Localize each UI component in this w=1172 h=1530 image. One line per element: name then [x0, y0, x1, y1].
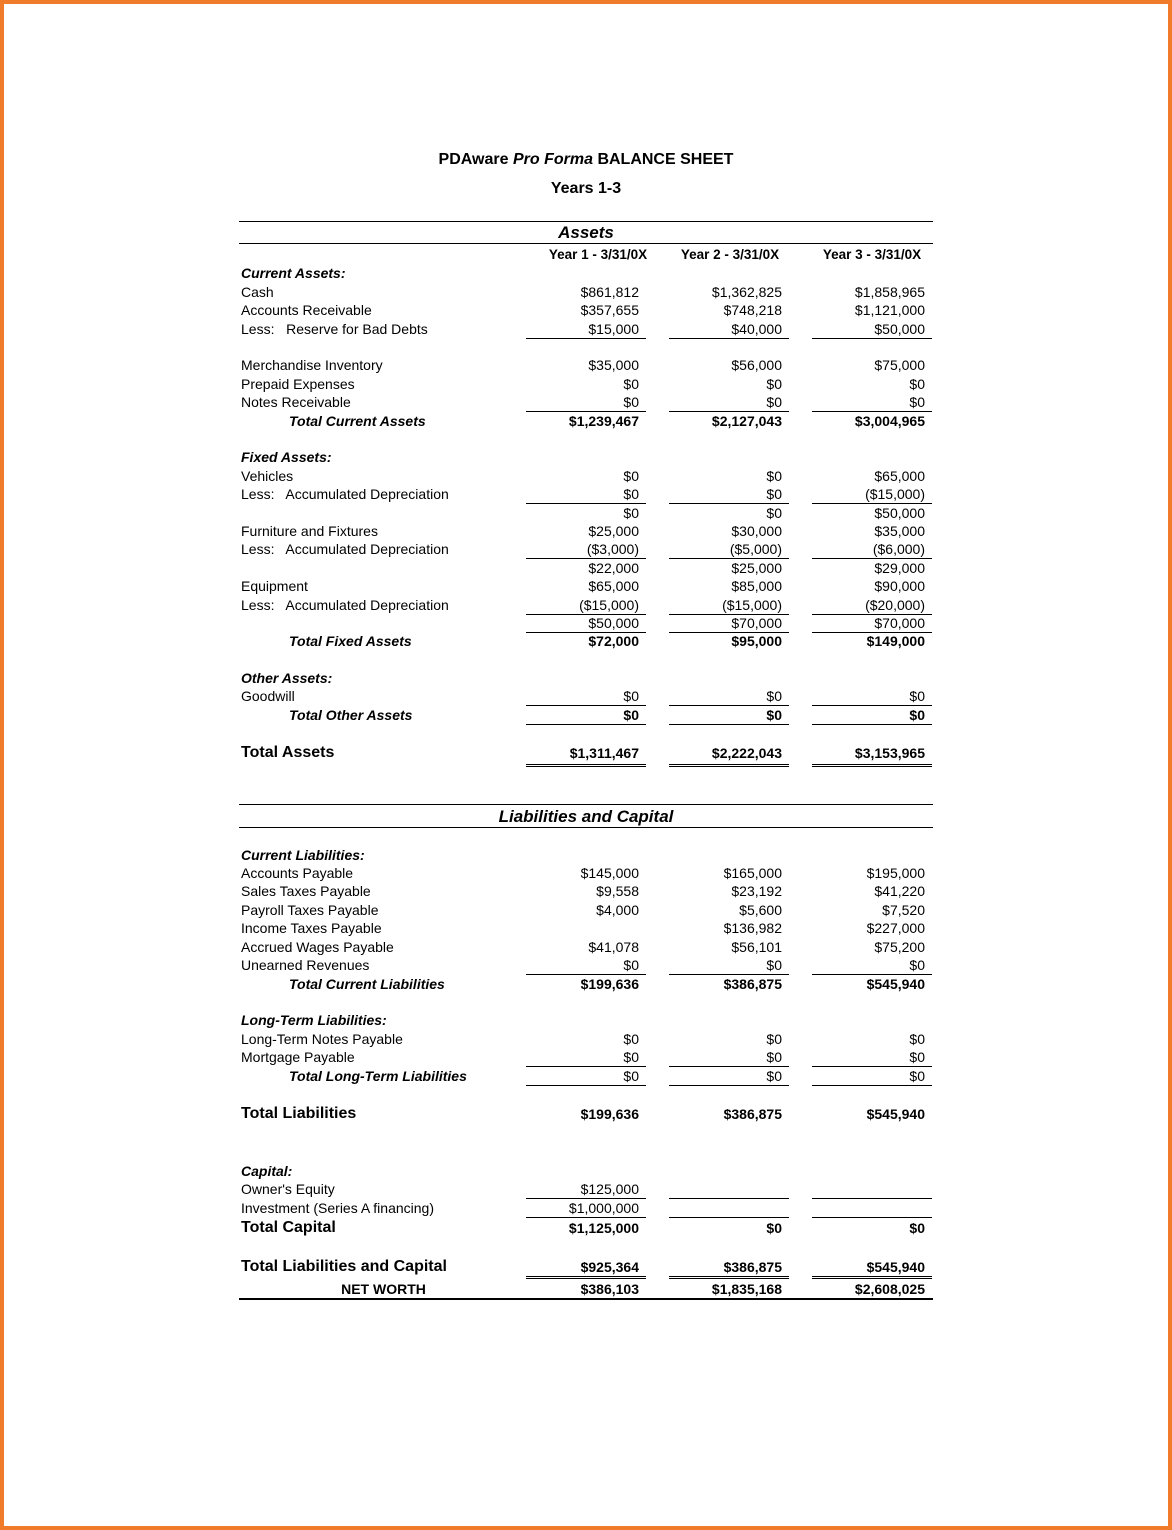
fixed-assets-heading: Fixed Assets: — [241, 449, 332, 465]
vehicles-net-row: $0 $0 $50,000 — [623, 505, 925, 521]
mortgage-row: Mortgage Payable $0 $0 $0 — [0, 1048, 1172, 1066]
total-fixed-assets-row: Total Fixed Assets $72,000 $95,000 $149,000 — [289, 633, 925, 649]
document-subtitle: Years 1-3 — [550, 180, 622, 197]
title-italic: Pro Forma — [512, 151, 593, 168]
investment-row: Investment (Series A financing) $1,000,000 — [0, 1199, 1172, 1217]
column-header-year2: Year 2 - 3/31/0X — [680, 247, 780, 262]
unearned-revenues-row: Unearned Revenues $0 $0 $0 — [0, 956, 1172, 974]
owners-equity-row: Owner's Equity $125,000 — [0, 1180, 1172, 1198]
equipment-net-row: $50,000 $70,000 $70,000 — [0, 614, 1172, 632]
prepaid-row: Prepaid Expenses $0 $0 $0 — [241, 376, 925, 392]
total-liabilities-capital-row: Total Liabilities and Capital $925,364 $386,875 $545,940 — [0, 1258, 1172, 1276]
notes-receivable-row: Notes Receivable $0 $0 $0 — [0, 393, 1172, 411]
title-suffix: BALANCE SHEET — [597, 151, 734, 168]
title-prefix: PDAware — [438, 151, 509, 168]
accounts-payable-row: Accounts Payable $145,000 $165,000 $195,000 — [241, 865, 925, 881]
total-assets-row: Total Assets $1,311,467 $2,222,043 $3,153,965 — [0, 744, 1172, 762]
total-current-liabilities-row: Total Current Liabilities $199,636 $386,875 $545,940 — [289, 976, 925, 992]
furniture-net-row: $22,000 $25,000 $29,000 — [588, 560, 925, 576]
inventory-row: Merchandise Inventory $35,000 $56,000 $75,000 — [241, 357, 925, 373]
assets-section-title: Assets — [558, 223, 614, 242]
total-liabilities-row: Total Liabilities $199,636 $386,875 $545,940 — [241, 1105, 925, 1122]
bad-debts-row: Less: Reserve for Bad Debts $15,000 $40,000 $50,000 — [0, 320, 1172, 338]
total-capital-row: Total Capital $1,125,000 $0 $0 — [241, 1219, 925, 1236]
liabilities-top-rule — [239, 804, 933, 805]
assets-bottom-rule — [239, 243, 933, 244]
goodwill-row: Goodwill $0 $0 $0 — [0, 687, 1172, 705]
accrued-wages-row: Accrued Wages Payable $41,078 $56,101 $75,200 — [241, 939, 925, 955]
equipment-row: Equipment $65,000 $85,000 $90,000 — [241, 578, 925, 594]
total-current-assets-row: Total Current Assets $1,239,467 $2,127,043 $3,004,965 — [289, 413, 925, 429]
total-other-assets-row: Total Other Assets $0 $0 $0 — [0, 706, 1172, 724]
total-long-term-liabilities-row: Total Long-Term Liabilities $0 $0 $0 — [0, 1067, 1172, 1085]
vehicles-row: Vehicles $0 $0 $65,000 — [241, 468, 925, 484]
cash-label: Cash — [241, 284, 274, 300]
net-worth-row: NET WORTH $386,103 $1,835,168 $2,608,025 — [341, 1281, 925, 1297]
long-term-notes-row: Long-Term Notes Payable $0 $0 $0 — [241, 1031, 925, 1047]
assets-top-rule — [239, 221, 933, 222]
other-assets-heading: Other Assets: — [241, 670, 333, 686]
capital-heading: Capital: — [241, 1163, 293, 1179]
income-taxes-row: Income Taxes Payable $136,982 $227,000 — [241, 920, 925, 936]
column-header-year1: Year 1 - 3/31/0X — [548, 247, 648, 262]
document-title — [0, 151, 1172, 169]
payroll-taxes-row: Payroll Taxes Payable $4,000 $5,600 $7,520 — [241, 902, 925, 918]
current-liabilities-heading: Current Liabilities: — [241, 847, 365, 863]
accounts-receivable-row: Accounts Receivable $357,655 $748,218 $1,121,000 — [241, 302, 925, 318]
liabilities-section-title: Liabilities and Capital — [498, 807, 674, 826]
liabilities-bottom-rule — [239, 827, 933, 828]
furniture-depreciation-row: Less: Accumulated Depreciation ($3,000) ($5,000) ($6,000) — [0, 540, 1172, 558]
long-term-liabilities-heading: Long-Term Liabilities: — [241, 1012, 387, 1028]
cash-row: Cash $861,812 $1,362,825 $1,858,965 — [241, 284, 925, 300]
furniture-row: Furniture and Fixtures $25,000 $30,000 $35,000 — [241, 523, 925, 539]
net-worth-bottom-rule — [239, 1298, 933, 1300]
sales-taxes-row: Sales Taxes Payable $9,558 $23,192 $41,220 — [241, 883, 925, 899]
vehicles-depreciation-row: Less: Accumulated Depreciation $0 $0 ($15,000) — [0, 485, 1172, 503]
equipment-depreciation-row: Less: Accumulated Depreciation ($15,000) ($15,000) ($20,000) — [0, 596, 1172, 614]
column-header-year3: Year 3 - 3/31/0X — [822, 247, 922, 262]
current-assets-heading: Current Assets: — [241, 265, 346, 281]
